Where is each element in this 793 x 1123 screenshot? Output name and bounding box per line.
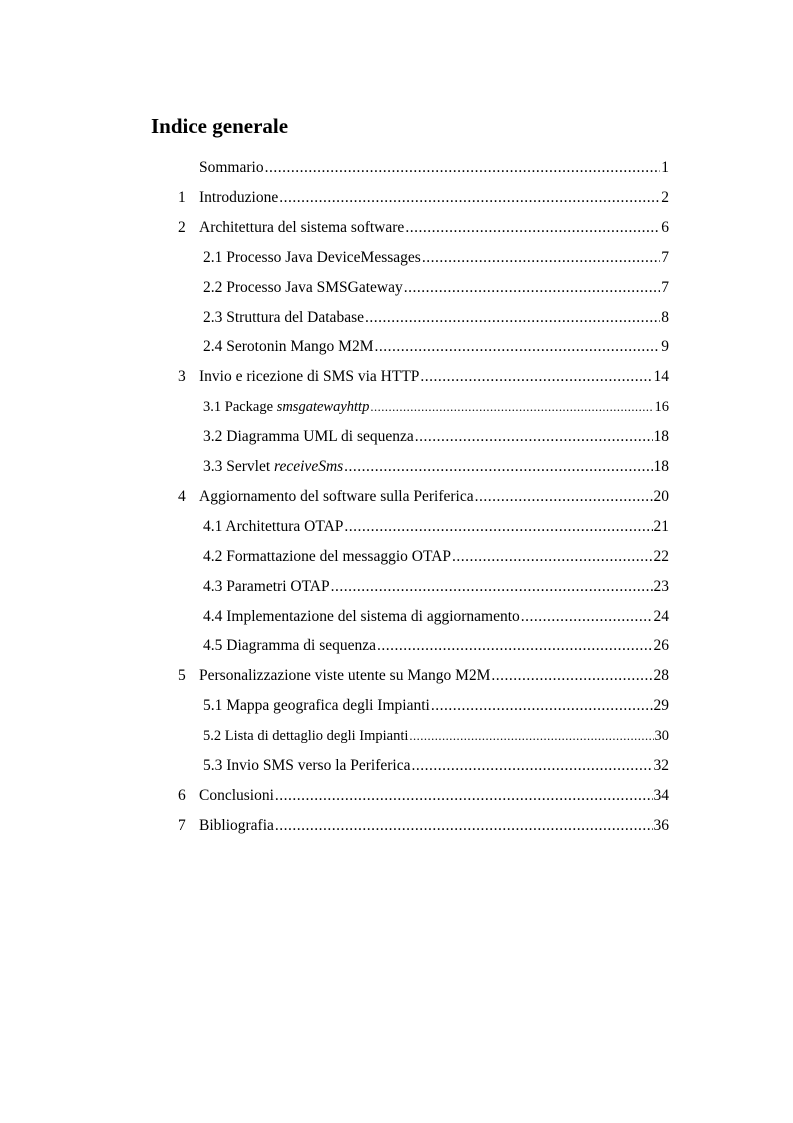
toc-entry-text: 5.2 Lista di dettaglio degli Impianti <box>203 728 409 745</box>
toc-entry[interactable] <box>199 366 669 388</box>
toc-chapter-number: 3 <box>178 368 186 386</box>
toc-dot-leader <box>331 576 653 598</box>
toc-chapter-number: 6 <box>178 786 186 804</box>
toc-dot-leader <box>412 755 653 777</box>
toc-page-number: 32 <box>653 757 669 774</box>
toc-entry-text: 5.3 Invio SMS verso la Periferica <box>203 757 411 774</box>
toc-page-number: 23 <box>653 577 669 595</box>
toc-entry-text: 3.3 Servlet <box>203 458 275 475</box>
toc-page-number: 18 <box>653 458 669 475</box>
toc-entry-text: 4.4 Implementazione del sistema di aggiornamento <box>203 607 520 625</box>
toc-entry[interactable] <box>203 426 669 448</box>
toc-dot-leader <box>404 277 660 299</box>
toc-entry-label <box>203 456 343 478</box>
toc-page-number: 6 <box>661 218 669 236</box>
toc-entry-text: Personalizzazione viste utente su Mango M2M <box>199 667 491 685</box>
toc-entry-label <box>203 516 343 538</box>
toc-entry-text: 4.3 Parametri OTAP <box>203 577 330 595</box>
toc-entry-label <box>203 725 408 747</box>
toc-dot-leader <box>265 157 661 179</box>
toc-dot-leader <box>415 426 653 448</box>
toc-entry-text: 4.1 Architettura OTAP <box>203 517 344 535</box>
toc-entry[interactable] <box>203 606 669 628</box>
toc-dot-leader <box>377 635 652 657</box>
toc-dot-leader <box>275 785 653 807</box>
toc-entry-text: Bibliografia <box>199 816 274 834</box>
toc-page-number: 2 <box>661 188 669 206</box>
toc-entry[interactable] <box>203 456 669 478</box>
toc-page-number: 28 <box>653 667 669 685</box>
toc-page-number: 16 <box>654 399 669 416</box>
toc-entry-label <box>203 396 369 418</box>
toc-dot-leader <box>422 247 660 269</box>
toc-entry-label <box>203 546 451 568</box>
toc-entry[interactable] <box>203 576 669 598</box>
toc-entry-italic-text: receiveSms <box>274 458 344 475</box>
toc-entry-label <box>203 695 430 717</box>
toc-entry-text: Sommario <box>199 159 264 176</box>
toc-page-number: 1 <box>661 159 669 176</box>
toc-entry[interactable] <box>203 277 669 299</box>
toc-entry[interactable] <box>199 157 669 179</box>
toc-page-number: 26 <box>653 637 669 655</box>
toc-entry-label <box>199 217 404 239</box>
toc-entry-label <box>199 486 474 508</box>
toc-page-number: 7 <box>661 248 669 266</box>
toc-entry[interactable] <box>203 546 669 568</box>
toc-dot-leader <box>409 725 653 747</box>
toc-entry-text: Architettura del sistema software <box>199 218 405 236</box>
toc-page-number: 20 <box>653 487 669 505</box>
toc-entry-text: 3.1 Package <box>203 399 277 416</box>
toc-entry[interactable] <box>203 516 669 538</box>
toc-dot-leader <box>370 396 653 418</box>
toc-entry[interactable] <box>199 665 669 687</box>
toc-chapter-number: 2 <box>178 218 186 236</box>
toc-dot-leader <box>344 456 652 478</box>
toc-entry-text: Introduzione <box>199 188 279 206</box>
toc-entry[interactable] <box>203 635 669 657</box>
toc-entry-label <box>199 785 274 807</box>
toc-entry-text: 4.2 Formattazione del messaggio OTAP <box>203 547 452 565</box>
toc-entry-label <box>203 635 376 657</box>
toc-chapter-number: 4 <box>178 487 186 505</box>
toc-entry-label <box>203 307 364 329</box>
toc-page-number: 8 <box>661 308 669 326</box>
toc-entry-text: Invio e ricezione di SMS via HTTP <box>199 368 420 386</box>
toc-page-number: 9 <box>661 338 669 356</box>
toc-chapter-number: 1 <box>178 188 186 206</box>
toc-entry-label <box>203 755 411 777</box>
toc-entry-italic-text: smsgatewayhttp <box>276 399 370 416</box>
toc-page-number: 22 <box>653 547 669 565</box>
toc-entry-text: Conclusioni <box>199 786 274 804</box>
toc-entry-text: 3.2 Diagramma UML di sequenza <box>203 428 414 446</box>
toc-page-number: 30 <box>654 728 669 745</box>
toc-dot-leader <box>491 665 652 687</box>
toc-page-number: 29 <box>653 697 669 715</box>
toc-entry-text: 2.2 Processo Java SMSGateway <box>203 278 403 296</box>
toc-dot-leader <box>431 695 653 717</box>
toc-entry[interactable] <box>199 187 669 209</box>
toc-entry-label <box>199 815 274 837</box>
toc-page-number: 24 <box>653 607 669 625</box>
toc-dot-leader <box>475 486 653 508</box>
toc-chapter-number: 7 <box>178 816 186 834</box>
toc-entry-label <box>199 366 419 388</box>
toc-entry-label <box>199 157 264 179</box>
toc-entry-label <box>203 336 374 358</box>
toc-entry-text: 2.4 Serotonin Mango M2M <box>203 338 374 356</box>
toc-chapter-number: 5 <box>178 667 186 685</box>
toc-entry[interactable] <box>203 695 669 717</box>
toc-entry-text: 5.1 Mappa geografica degli Impianti <box>203 697 430 715</box>
toc-page-number: 21 <box>653 517 669 535</box>
toc-entry[interactable] <box>203 725 669 747</box>
toc-entry[interactable] <box>203 396 669 418</box>
toc-entry[interactable] <box>199 785 669 807</box>
toc-entry-label <box>203 606 520 628</box>
toc-entry[interactable] <box>199 486 669 508</box>
toc-entry[interactable] <box>203 307 669 329</box>
toc-page-number: 36 <box>653 816 669 834</box>
toc-dot-leader <box>279 187 660 209</box>
toc-entry-label <box>203 247 421 269</box>
toc-page-number: 18 <box>653 428 669 446</box>
toc-entry-label <box>203 426 414 448</box>
toc-page-number: 34 <box>653 786 669 804</box>
toc-page-number: 7 <box>661 278 669 296</box>
toc-dot-leader <box>344 516 652 538</box>
toc-entry[interactable] <box>203 247 669 269</box>
toc-entry-text: 2.3 Struttura del Database <box>203 308 364 326</box>
toc-entry-text: Aggiornamento del software sulla Periferica <box>199 487 474 505</box>
toc-entry[interactable] <box>203 336 669 358</box>
toc-entry-label <box>203 576 330 598</box>
toc-entry-label <box>199 187 278 209</box>
toc-dot-leader <box>420 366 652 388</box>
toc-page-number: 14 <box>653 368 669 386</box>
toc-entry[interactable] <box>199 815 669 837</box>
toc-dot-leader <box>275 815 653 837</box>
toc-dot-leader <box>405 217 660 239</box>
page-title: Indice generale <box>151 114 289 138</box>
toc-entry[interactable] <box>199 217 669 239</box>
toc-entry-label <box>199 665 490 687</box>
toc-entry-label <box>203 277 403 299</box>
toc-dot-leader <box>375 336 661 358</box>
toc-dot-leader <box>365 307 660 329</box>
toc-entry[interactable] <box>203 755 669 777</box>
toc-dot-leader <box>452 546 652 568</box>
toc-dot-leader <box>521 606 653 628</box>
toc-entry-text: 4.5 Diagramma di sequenza <box>203 637 377 655</box>
toc-entry-text: 2.1 Processo Java DeviceMessages <box>203 248 421 266</box>
